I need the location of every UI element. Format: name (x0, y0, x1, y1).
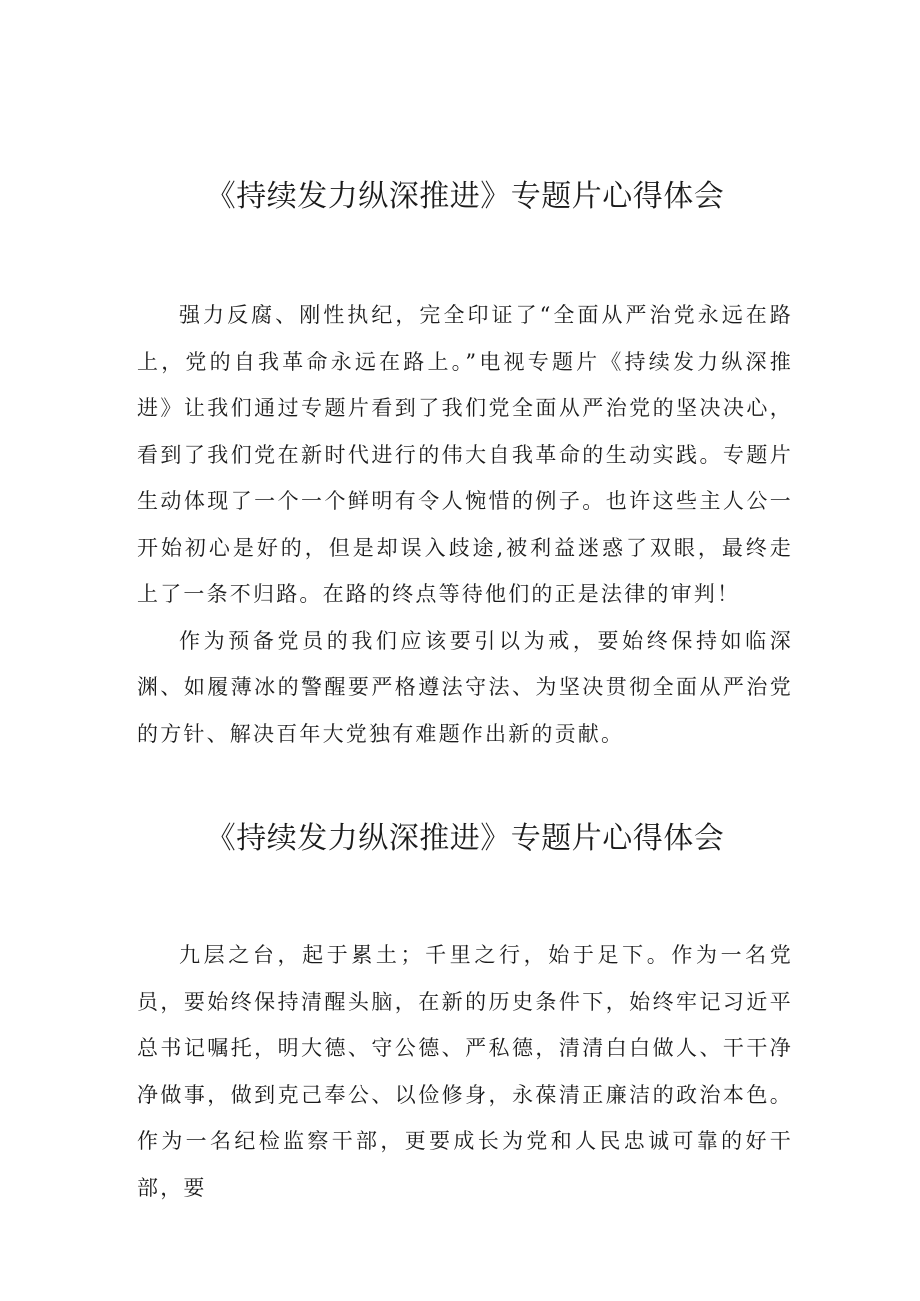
article-paragraph: 作为预备党员的我们应该要引以为戒，要始终保持如临深渊、如履薄冰的警醒要严格遵法守法、为坚决贯彻全面从严治党的方针、解决百年大党独有难题作出新的贡献。 (137, 628, 793, 746)
article-paragraph: 九层之台，起于累土；千里之行，始于足下。作为一名党员，要始终保持清醒头脑，在新的历史条件下，始终牢记习近平总书记嘱托，明大德、守公德、严私德，清清白白做人、干干净净做事，做到克己奉公、以俭修身，永葆清正廉洁的政治本色。作为一名纪检监察干部，更要成长为党和人民忠诚可靠的好干部，要 (137, 943, 793, 1200)
article-title: 《持续发力纵深推进》专题片心得体会 (205, 821, 725, 856)
article-2 (137, 814, 793, 1211)
article-title: 《持续发力纵深推进》专题片心得体会 (205, 179, 725, 214)
article-paragraph: 强力反腐、刚性执纪，完全印证了“全面从严治党永远在路上，党的自我革命永远在路上。”电视专题片《持续发力纵深推进》让我们通过专题片看到了我们党全面从严治党的坚决决心，看到了我们党在新时代进行的伟大自我革命的生动实践。专题片生动体现了一个一个鲜明有令人惋惜的例子。也许这些主人公一开始初心是好的，但是却误入歧途,被利益迷惑了双眼，最终走上了一条不归路。在路的终点等待他们的正是法律的审判！ (137, 303, 793, 606)
article-1 (137, 172, 793, 757)
